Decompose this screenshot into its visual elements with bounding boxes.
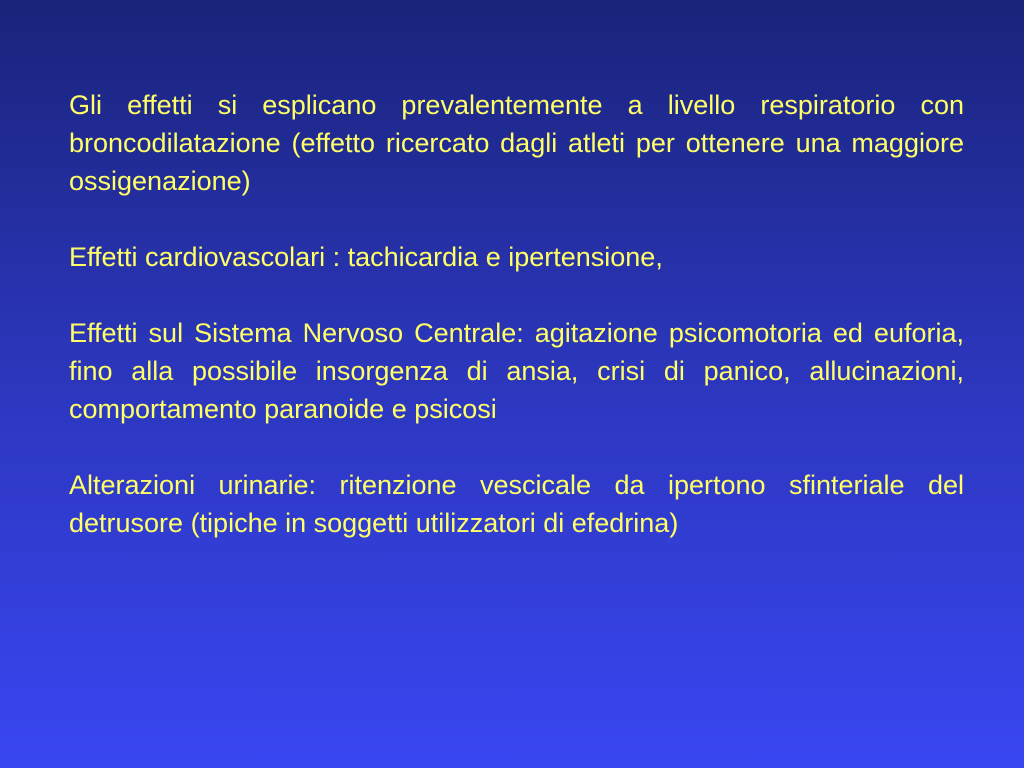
paragraph-cardiovascular-effects: Effetti cardiovascolari : tachicardia e ipertensione, (69, 242, 663, 272)
paragraph-respiratory-effects: Gli effetti si esplicano prevalentemente a livello respiratorio con broncodilatazione (effetto ricercato dagli atleti per ottenere una maggiore ossigenazione) (69, 90, 964, 196)
slide-body (69, 86, 964, 542)
paragraph-cns-effects: Effetti sul Sistema Nervoso Centrale: agitazione psicomotoria ed euforia, fino alla possibile insorgenza di ansia, crisi di panico, allucinazioni, comportamento paranoide e psicosi (69, 318, 964, 424)
paragraph-urinary-alterations: Alterazioni urinarie: ritenzione vescicale da ipertono sfinteriale del detrusore (tipiche in soggetti utilizzatori di efedrina) (69, 470, 964, 538)
